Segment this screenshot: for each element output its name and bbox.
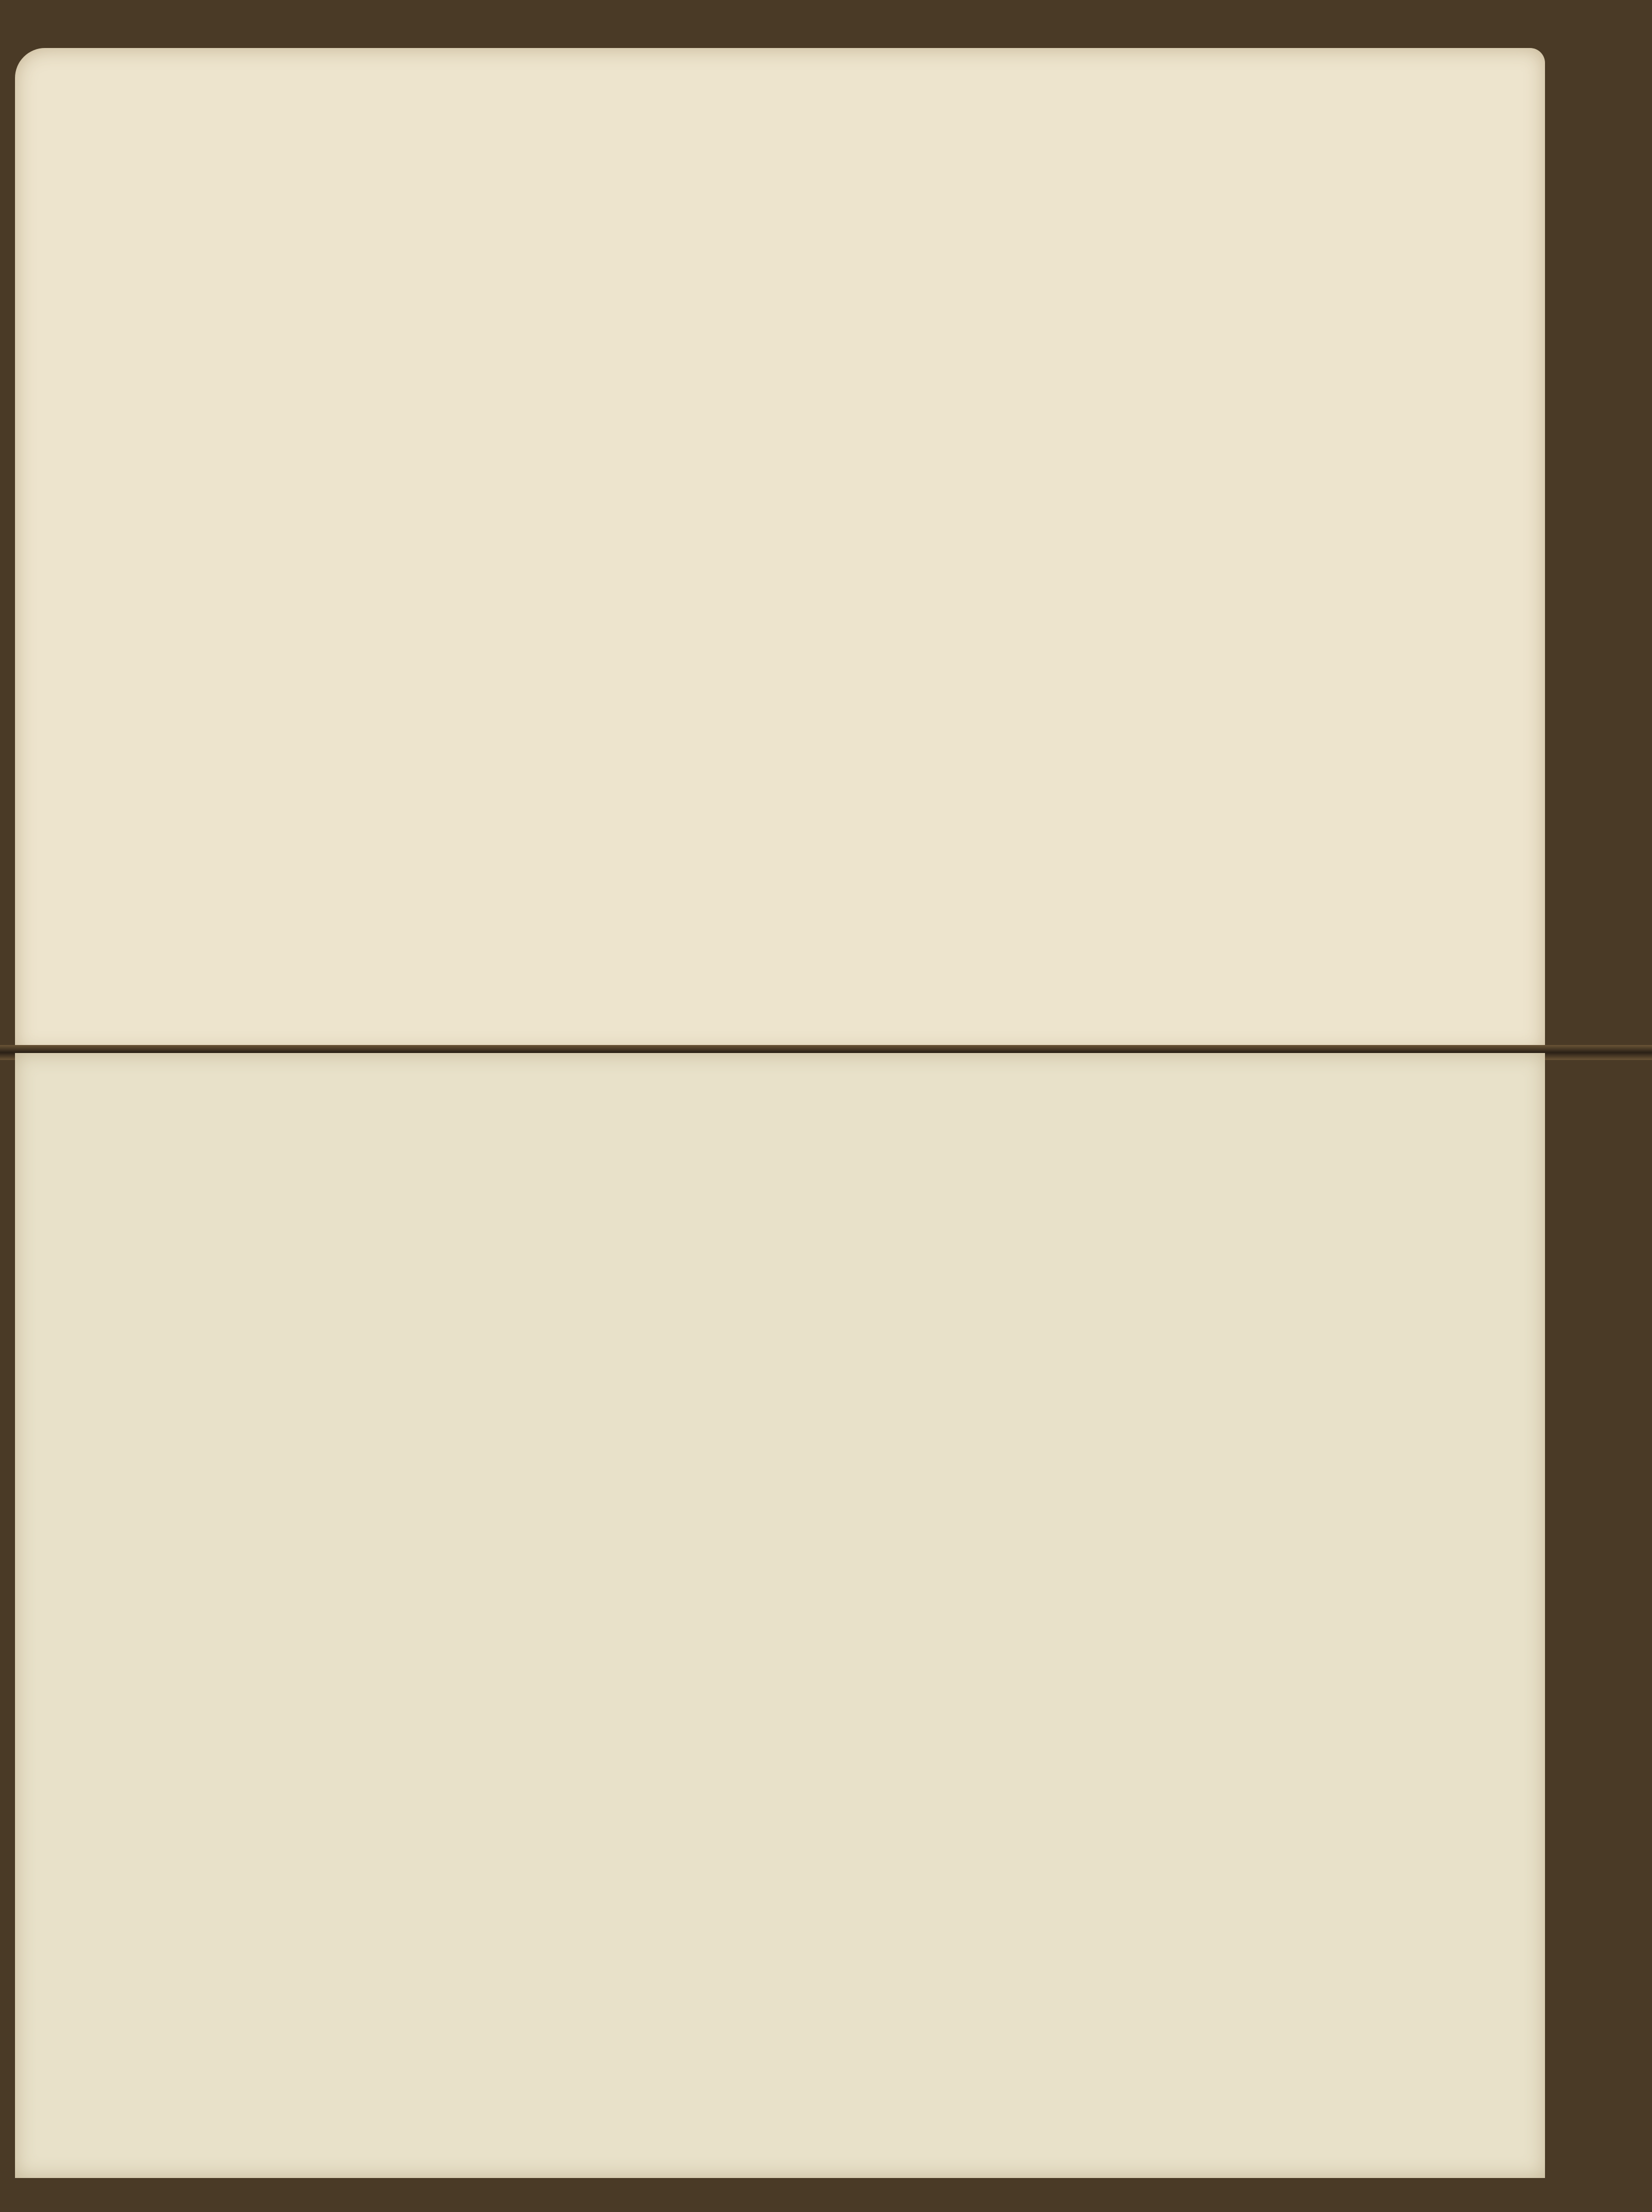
top-page xyxy=(15,48,1545,1053)
bottom-page xyxy=(15,1053,1545,2178)
